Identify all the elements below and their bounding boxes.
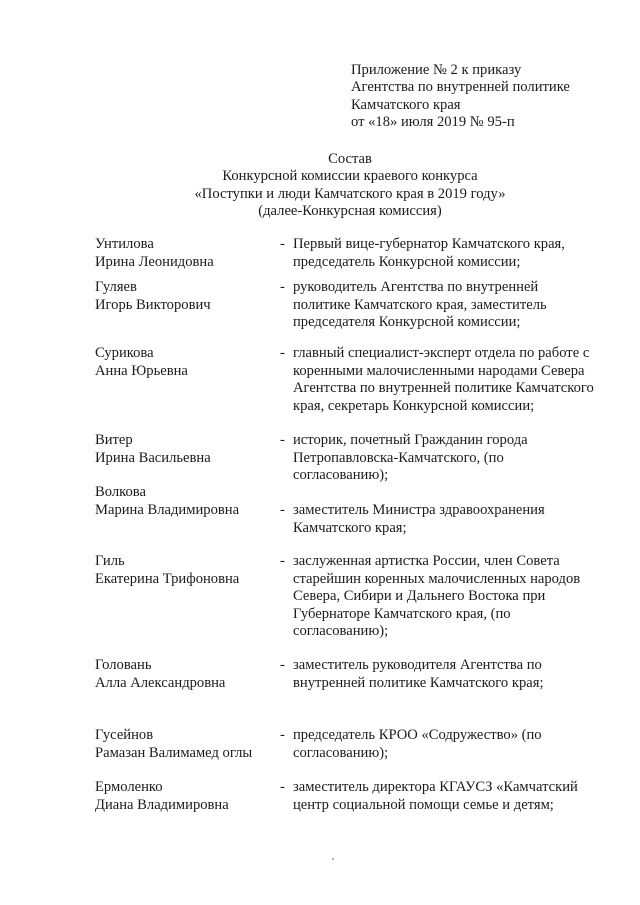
member-given-name: Игорь Викторович: [95, 296, 211, 313]
role-line: руководитель Агентства по внутренней: [293, 279, 539, 295]
member-role: [293, 279, 613, 332]
member-dash: -: [280, 779, 285, 795]
member-role: [293, 236, 613, 271]
role-line: главный специалист-эксперт отдела по работе с: [293, 345, 590, 361]
role-line: председателя Конкурсной комиссии;: [293, 314, 521, 331]
role-line: председатель Конкурсной комиссии;: [293, 253, 521, 270]
member-role: [293, 779, 613, 814]
title-line: Состав: [328, 151, 372, 167]
document-title: [150, 151, 550, 221]
role-line: Севера, Сибири и Дальнего Востока при: [293, 588, 546, 605]
member-given-name: Ирина Леонидовна: [95, 253, 214, 270]
appendix-header: [351, 62, 621, 132]
role-line: Губернаторе Камчатского края, (по: [293, 605, 511, 622]
role-line: согласованию);: [293, 467, 389, 484]
member-name: [95, 236, 275, 271]
member-surname: Головань: [95, 657, 152, 673]
title-line: Конкурсной комиссии краевого конкурса: [222, 168, 478, 185]
appendix-line: Приложение № 2 к приказу: [351, 62, 522, 78]
appendix-line: Камчатского края: [351, 96, 461, 113]
member-name: [95, 345, 275, 380]
member-dash: -: [280, 553, 285, 569]
member-role: [293, 727, 613, 762]
member-dash: -: [280, 432, 285, 448]
member-surname: Сурикова: [95, 345, 154, 361]
member-given-name: Рамазан Валимамед оглы: [95, 744, 253, 761]
member-name: [95, 553, 275, 588]
member-given-name: Диана Владимировна: [95, 796, 229, 813]
member-role: [293, 657, 613, 692]
member-name: [95, 779, 275, 814]
member-given-name: Анна Юрьевна: [95, 362, 188, 379]
member-surname: Гусейнов: [95, 727, 154, 743]
member-name: [95, 279, 275, 314]
role-line: политике Камчатского края, заместитель: [293, 296, 547, 313]
member-role: [293, 502, 613, 537]
title-line: «Поступки и люди Камчатского края в 2019 году»: [194, 185, 506, 202]
member-dash: -: [280, 345, 285, 361]
member-role: [293, 432, 613, 485]
role-line: заместитель руководителя Агентства по: [293, 657, 542, 673]
role-line: согласованию);: [293, 623, 389, 640]
role-line: Агентства по внутренней политике Камчатского: [293, 380, 594, 397]
member-name: [95, 432, 275, 467]
title-line: (далее-Конкурсная комиссия): [258, 203, 442, 220]
member-surname: Унтилова: [95, 236, 154, 252]
role-line: заслуженная артистка России, член Совета: [293, 553, 560, 569]
member-role: [293, 345, 613, 415]
role-line: Камчатского края;: [293, 519, 407, 536]
member-surname: Гиль: [95, 553, 125, 569]
role-line: Первый вице-губернатор Камчатского края,: [293, 236, 565, 252]
member-name: [95, 727, 275, 762]
role-line: центр социальной помощи семье и детям;: [293, 796, 554, 813]
member-given-name: Ирина Васильевна: [95, 449, 211, 466]
member-dash: -: [280, 279, 285, 295]
member-surname: Гуляев: [95, 279, 137, 295]
member-dash: -: [280, 727, 285, 743]
role-line: председатель КРОО «Содружество» (по: [293, 727, 542, 743]
member-name: [95, 657, 275, 692]
role-line: коренными малочисленными народами Севера: [293, 362, 585, 379]
role-line: внутренней политике Камчатского края;: [293, 674, 544, 691]
member-surname: Ермоленко: [95, 779, 163, 795]
role-line: Петропавловска-Камчатского, (по: [293, 449, 504, 466]
member-name: [95, 484, 275, 519]
member-surname: Витер: [95, 432, 133, 448]
role-line: заместитель директора КГАУСЗ «Камчатский: [293, 779, 578, 795]
role-line: края, секретарь Конкурсной комиссии;: [293, 397, 535, 414]
role-line: заместитель Министра здравоохранения: [293, 502, 545, 518]
member-given-name: Марина Владимировна: [95, 501, 240, 518]
member-dash: -: [280, 236, 285, 252]
role-line: историк, почетный Гражданин города: [293, 432, 528, 448]
member-surname: Волкова: [95, 484, 146, 500]
member-given-name: Алла Александровна: [95, 674, 226, 691]
appendix-line: от «18» июля 2019 № 95-п: [351, 114, 515, 131]
member-given-name: Екатерина Трифоновна: [95, 570, 240, 587]
role-line: старейшин коренных малочисленных народов: [293, 570, 581, 587]
appendix-line: Агентства по внутренней политике: [351, 79, 570, 96]
scan-speck: [332, 858, 334, 860]
role-line: согласованию);: [293, 744, 389, 761]
member-dash: -: [280, 502, 285, 518]
member-dash: -: [280, 657, 285, 673]
member-role: [293, 553, 613, 641]
